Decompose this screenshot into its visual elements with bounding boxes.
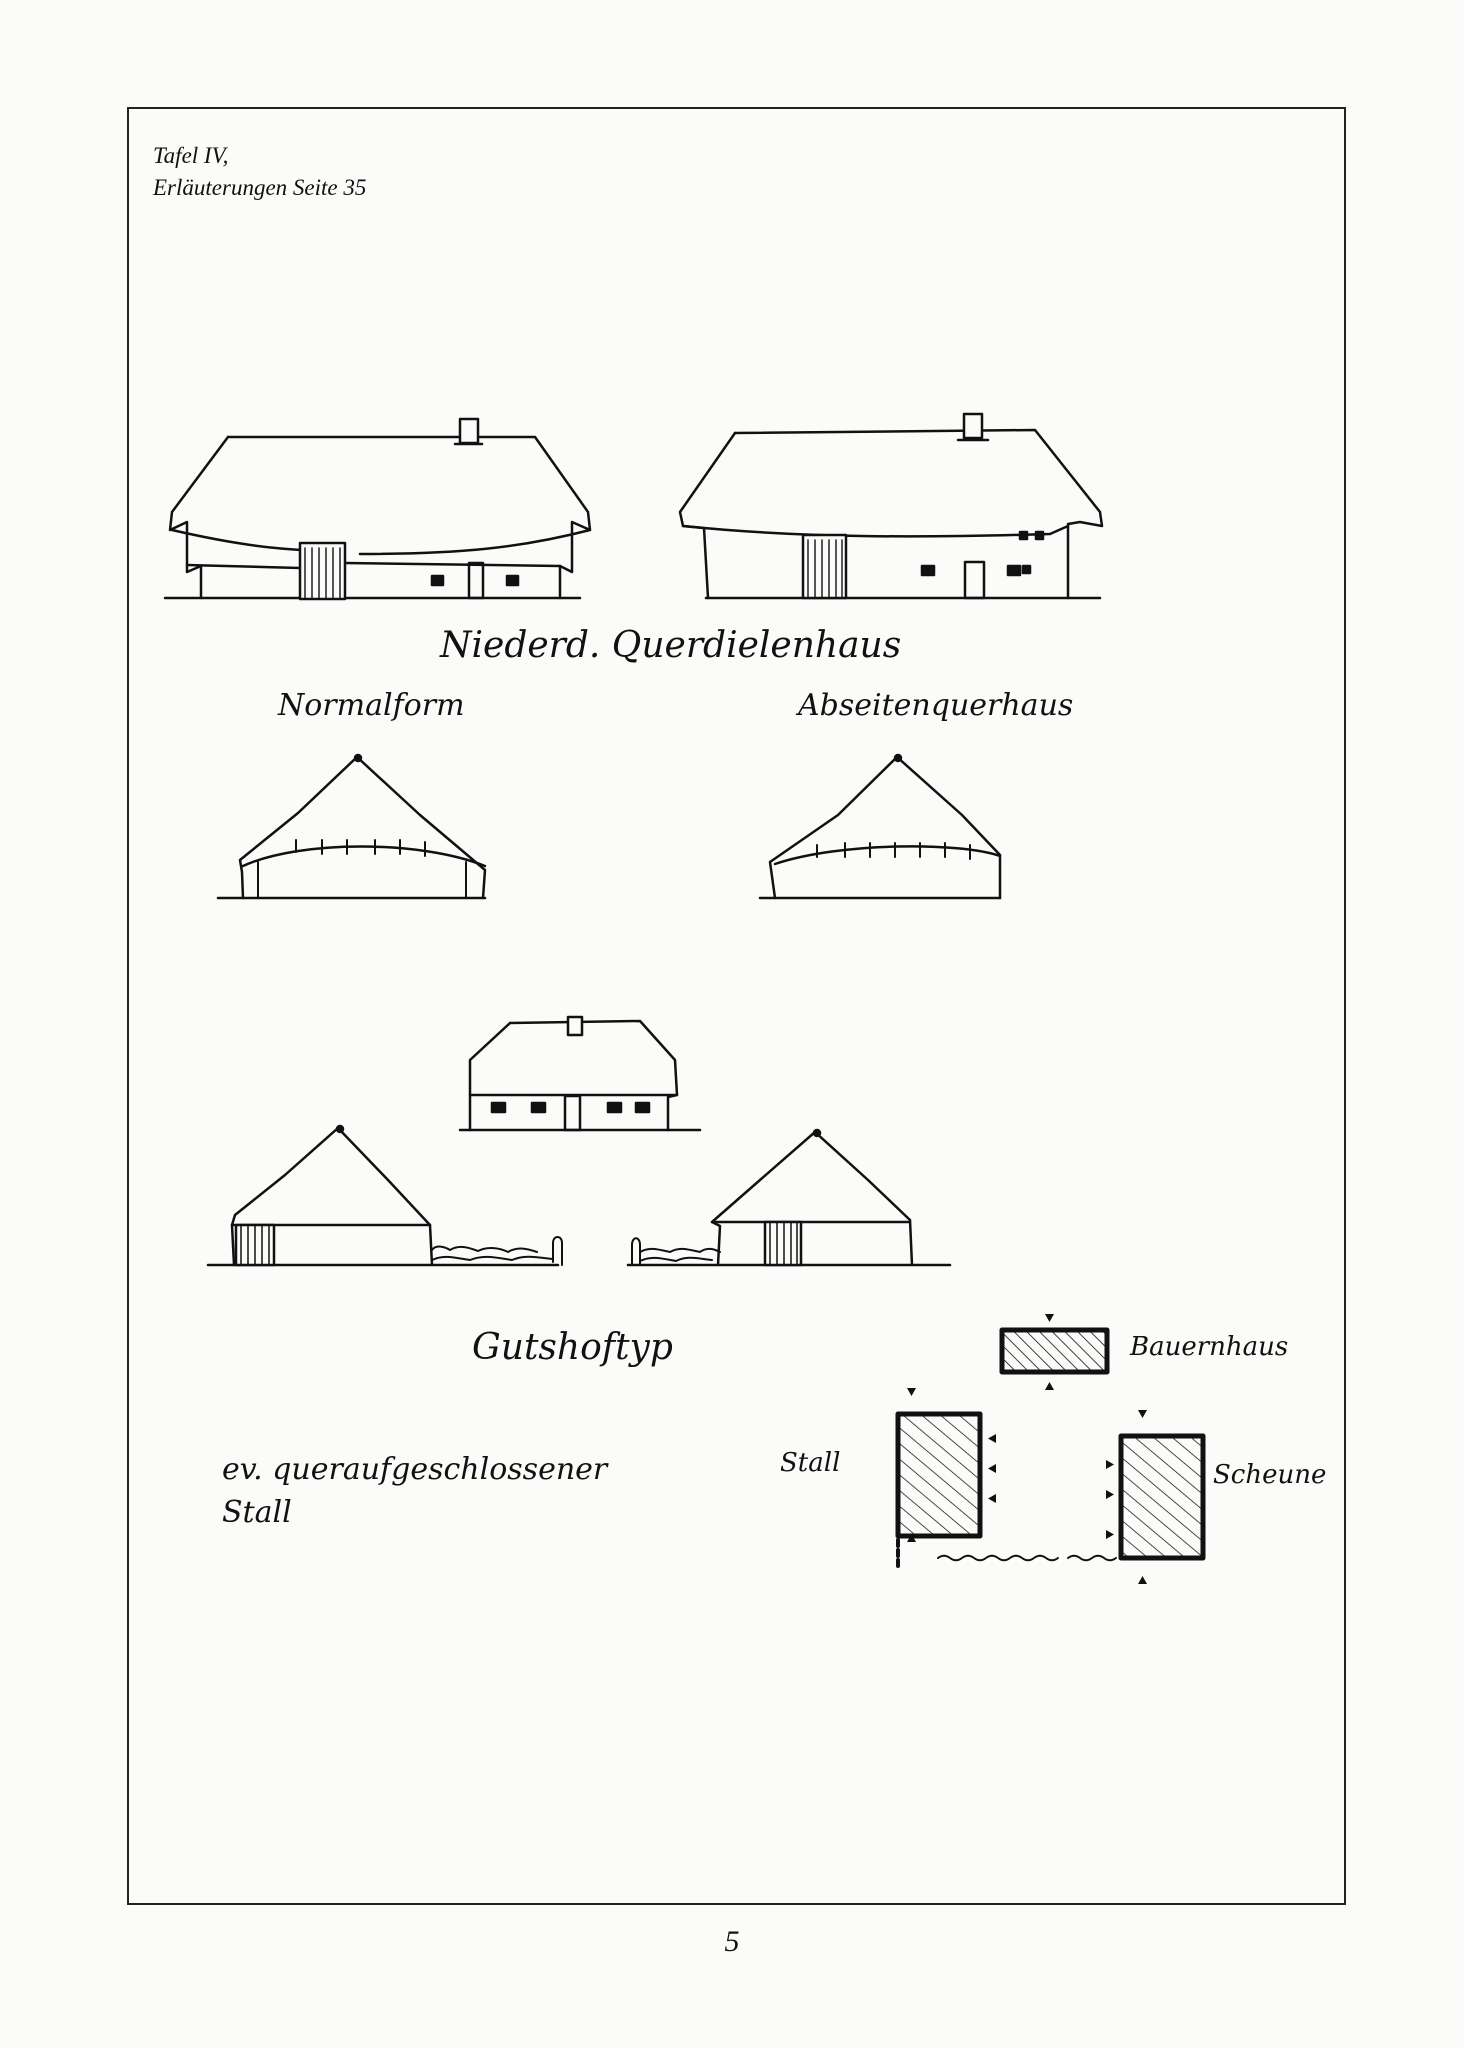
abseitenquerhaus-gable-elevation bbox=[760, 755, 1000, 898]
stable-note-line2: Stall bbox=[222, 1495, 292, 1530]
stable-note-line1: ev. queraufgeschlossener bbox=[222, 1452, 608, 1487]
plate-reference: Erläuterungen Seite 35 bbox=[153, 175, 367, 200]
plan-label-barn: Scheune bbox=[1213, 1460, 1327, 1490]
abseitenquerhaus-house-elevation bbox=[680, 414, 1102, 598]
plan-walls bbox=[898, 1540, 1116, 1566]
plan-label-farmhouse: Bauernhaus bbox=[1130, 1332, 1289, 1362]
normalform-label: Normalform bbox=[278, 688, 465, 723]
page-number: 5 bbox=[724, 1925, 740, 1958]
main-caption: Niederd. Querdielenhaus bbox=[440, 625, 902, 666]
plan-label-stable: Stall bbox=[780, 1448, 841, 1478]
estate-site-plan bbox=[898, 1330, 1203, 1558]
estate-farmhouse-elevation bbox=[460, 1017, 700, 1130]
estate-caption: Gutshoftyp bbox=[472, 1327, 673, 1368]
estate-stable-elevation bbox=[208, 1126, 562, 1265]
normalform-gable-elevation bbox=[218, 755, 485, 898]
plate-title: Tafel IV, bbox=[153, 143, 229, 168]
normalform-house-elevation bbox=[165, 419, 590, 599]
abseitenquerhaus-label: Abseitenquerhaus bbox=[798, 688, 1074, 723]
estate-barn-elevation bbox=[628, 1130, 950, 1265]
